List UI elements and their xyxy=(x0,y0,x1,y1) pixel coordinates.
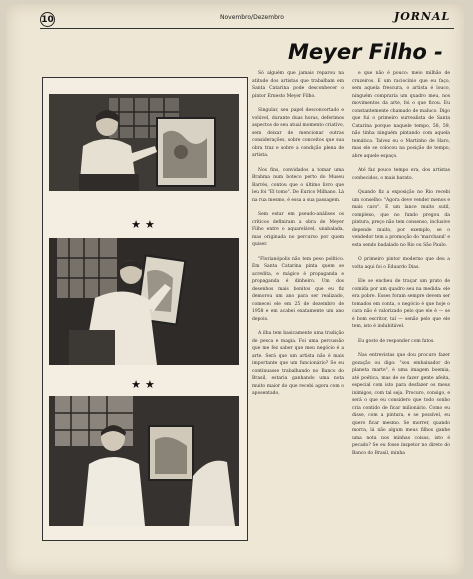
paragraph: Sem estar em pseudo-análises os críticos definiram a obra de Meyer Filho entre o aquarelável, unabalada, mas originada no percurso por quem quiser. xyxy=(252,212,344,247)
paragraph: A ilha tem basicamente uma tradição de pesca e magia. Foi uma percussão que me fez saber que meu negócio é a arte. Será que um artista não é mais importante que um funcionário? Se eu continuasse trabalhando no Banco do Brasil, estaria ganhando uma nota muito maior do que recebi agora com o aposentado, xyxy=(252,331,344,396)
star-separator xyxy=(43,218,247,231)
paragraph: Nos fins, convidados a tomar uma Brahma num boteco perto do Museu Barrés, contou que o último livro que leu foi "El tomo". De Eurico Milhano. Lá na rua mesmo, é essa a sua passagem. xyxy=(252,167,344,203)
paragraph: O primeiro pintor moderno que deu a volta aqui foi o Eduardo Dias. xyxy=(352,257,450,270)
article-column-2 xyxy=(352,70,450,560)
star-separator-2 xyxy=(43,378,247,391)
paragraph: Até faz pouco tempo era, dos artistas conhecidos, o mais barato. xyxy=(352,168,450,181)
paragraph: e que não é pouco: meio milhão de cruzeiros. E um raciocínio que eu faço, sem aquela frescura, o artista é louco, ninguém compraria um quadro meu, nos movimentos da arte, foi o que ficou. Eu constantemente chamado de maluco. Digo que fui o primeiro surrealista de Santa Catarina porque naquele tempo, 58, 59, não tinha ninguém pintando com aquela temática. Talvez eu o Martinho de Haro, mas ele se colocou na posição de tempo, abre aquele espaço. xyxy=(352,71,450,159)
photo-3-image xyxy=(49,396,239,526)
article-column-1 xyxy=(252,70,344,560)
star-right: ★ xyxy=(145,218,159,231)
paragraph: Quando fiz a exposição no Rio recebi um conselho: "Agora deve vender menos e mais caro". E um lance muito sutil, complexo, que no fundo pregou da pintura, preço não tem consenso, inclusive depende muito, por exemplo, se o vendedor tem a promoção do 'marchand' e esta sendo badalado no Rio ou São Paulo. xyxy=(352,190,450,248)
issue-date: Novembro/Dezembro xyxy=(220,14,284,21)
paragraph: Eu gosto de responder com fatos. xyxy=(358,338,435,344)
paragraph: Nas entrevistas que dou procuro fazer gozação ou digo: "sou embaixador do planeta marte", é uma imagem boemia, até poética, mas de se fazer gente afeita, especial com isto para desfazer os meus inimigos, com tal seja. Procuro, consigo, e será o que eu considero que todo sonho cria contido de ficar milionário. Como eu disse, com a pintura, e se possível, eu quero ficar mesmo. Se morrer, quando morra, lá não algum meus filhos ganhe uma nota nos minhas coisas, isto é pecado? Se eu fosse inspetor no direto do Banco do Brasil, minha xyxy=(352,353,450,456)
photo-painter-at-easel xyxy=(49,94,239,191)
star-left: ★ xyxy=(131,218,145,231)
header-rule xyxy=(40,28,454,29)
paragraph: Singular, seu papel desconcertado e volúvel, durante duas horas, deferimos aspectos de seu atual momento criativo, sem deixar de mencionar outras considerações, sobre conceitos que sua obra traz e sobre a condição plena de artista. xyxy=(252,108,344,158)
paragraph: Só alguém que jamais reparou na atitude dos artistas que trabalham em Santa Catarina pode desconhecer o pintor Ernesto Meyer Filho. xyxy=(252,71,344,99)
publication-logo: JORNAL xyxy=(394,10,451,23)
photo-painter-working xyxy=(49,238,239,365)
photo-column xyxy=(42,77,248,541)
paragraph: Ele se encheu de traçar um prato de comida por um quadro seu na medida: ele era pobre. Esses foram sempre devem ser tomados em conta, o negócio é que hoje o cara não é valorizado pelo que ele é — se é bom escritor, tal — senão pelo que ele tem, isto é indubitável. xyxy=(352,279,450,329)
page-number: 10 xyxy=(40,12,55,27)
photo-1-image xyxy=(49,94,239,191)
newspaper-page xyxy=(6,4,464,575)
headline: Meyer Filho - xyxy=(288,40,443,64)
photo-2-image xyxy=(49,238,239,365)
paragraph: "Florianópolis não tem peso político. Em Santa Catarina pinta quem se acredita, e mágico é propaganda e propaganda é dinheiro. Um dos desenhos mais bonitos que eu fiz demorou um ano para ser realizado, comecei ele em 25 de dezembro de 1958 e em acabei exatamente um ano depois. xyxy=(252,256,344,322)
photo-painter-portrait xyxy=(49,396,239,526)
star-left: ★ xyxy=(131,378,145,391)
star-right: ★ xyxy=(145,378,159,391)
